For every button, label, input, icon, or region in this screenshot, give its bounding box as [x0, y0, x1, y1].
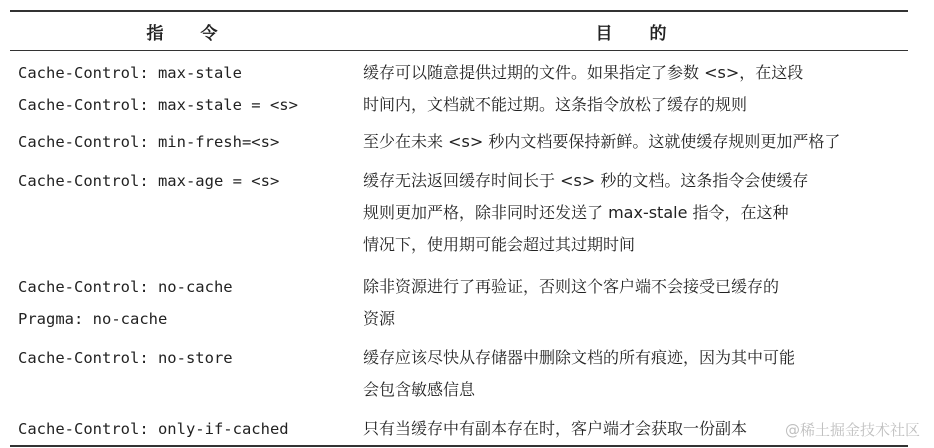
purpose-cell: [355, 126, 908, 158]
purpose-text: 规则更加严格，除非同时还发送了 max-stale 指令，在这种: [363, 203, 789, 222]
purpose-text: 至少在未来 <s> 秒内文档要保持新鲜。这就使缓存规则更加严格了: [363, 132, 841, 151]
directive-text: Cache-Control: no-cache: [18, 278, 233, 296]
directive-text: Cache-Control: no-store: [18, 349, 233, 367]
purpose-text: 缓存可以随意提供过期的文件。如果指定了参数 <s>，在这段: [363, 63, 804, 82]
directive-cell: [10, 57, 355, 121]
purpose-cell: [355, 271, 908, 335]
directive-text: Cache-Control: max-age = <s>: [18, 172, 280, 190]
purpose-text: 只有当缓存中有副本存在时，客户端才会获取一份副本: [363, 419, 748, 438]
directive-text: Cache-Control: only-if-cached: [18, 420, 289, 438]
directive-text: Pragma: no-cache: [18, 310, 168, 328]
purpose-text: 缓存无法返回缓存时间长于 <s> 秒的文档。这条指令会使缓存: [363, 171, 809, 190]
header-directive: 指 令: [146, 23, 219, 44]
directive-text: Cache-Control: max-stale = <s>: [18, 96, 298, 114]
directive-cell: [10, 342, 355, 374]
purpose-text: 情况下，使用期可能会超过其过期时间: [363, 235, 636, 254]
purpose-text: 时间内，文档就不能过期。这条指令放松了缓存的规则: [363, 95, 748, 114]
cache-directives-table: [10, 10, 908, 447]
table-row: [10, 342, 908, 406]
purpose-text: 会包含敏感信息: [363, 380, 476, 399]
table-row: [10, 126, 908, 158]
directive-text: Cache-Control: max-stale: [18, 64, 242, 82]
purpose-text: 资源: [363, 309, 396, 328]
table-row: [10, 271, 908, 335]
table-row: [10, 165, 908, 261]
header-purpose: 目 的: [595, 23, 668, 44]
directive-cell: [10, 413, 355, 445]
purpose-cell: [355, 165, 908, 261]
table-row: [10, 57, 908, 121]
purpose-text: 除非资源进行了再验证，否则这个客户端不会接受已缓存的: [363, 277, 780, 296]
table-header: [10, 12, 908, 51]
watermark: @稀土掘金技术社区: [784, 421, 920, 439]
directive-cell: [10, 126, 355, 158]
directive-cell: [10, 271, 355, 335]
directive-text: Cache-Control: min-fresh=<s>: [18, 133, 280, 151]
directive-cell: [10, 165, 355, 197]
purpose-text: 缓存应该尽快从存储器中删除文档的所有痕迹，因为其中可能: [363, 348, 796, 367]
purpose-cell: [355, 342, 908, 406]
table-row: [10, 413, 908, 445]
purpose-cell: [355, 57, 908, 121]
